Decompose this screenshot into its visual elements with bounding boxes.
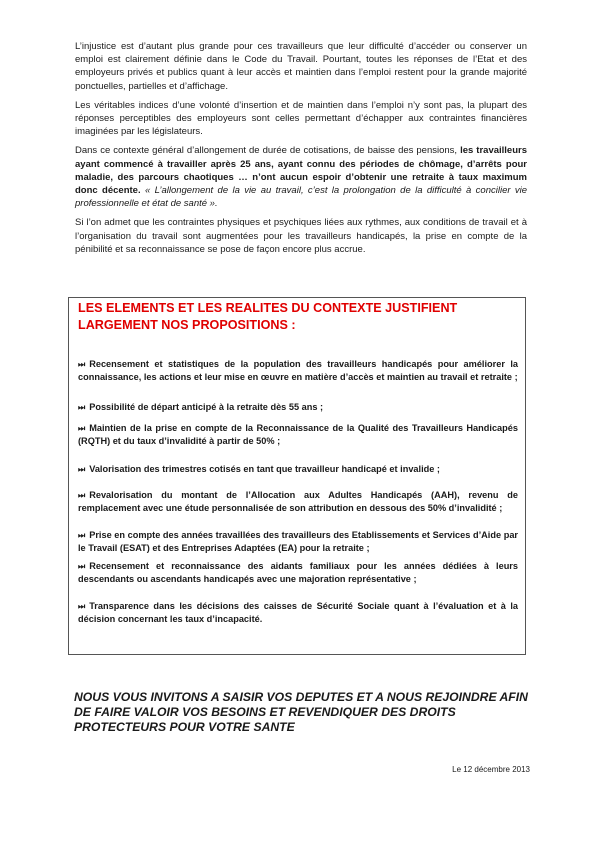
intro-paragraph-1: L’injustice est d’autant plus grande pour ces travailleurs que leur difficulté d’accéder ou conserver un emploi est clairement définie dans le Code du Travail. Pourtant, toutes les réponses de l’Etat et des employeurs privés et publics quant à leur accès et maintien dans l’emploi restent pour la grande majorité ponctuelles, partielles et d’affichage. bbox=[75, 41, 527, 92]
intro-paragraph-2: Les véritables indices d’une volonté d’insertion et de maintien dans l’emploi n’y sont pas, la plupart des réponses perceptibles des employeurs sont celles permettant d’échapper aux contraintes financières imaginées par les législateurs. bbox=[75, 99, 527, 138]
intro-paragraph-4: Si l’on admet que les contraintes physiques et psychiques liées aux rythmes, aux conditions de travail et à l’organisation du travail sont augmentées pour les travailleurs handicapés, la prise en compte de la pénibilité et sa reconnaissance se pose de façon encore plus accrue. bbox=[75, 217, 527, 255]
intro-paragraph-3-start: Dans ce contexte général d’allongement de durée de cotisations, de baisse des pensions, bbox=[75, 145, 461, 157]
proposal-text: Valorisation des trimestres cotisés en tant que travailleur handicapé et invalide ; bbox=[89, 464, 440, 474]
fast-forward-icon: ⏭ bbox=[78, 424, 85, 433]
proposal-text: Revalorisation du montant de l’Allocation aux Adultes Handicapés (AAH), revenu de remplacement avec une étude personnalisée de son attribution en dessous des 50% d’invalidité ; bbox=[78, 490, 518, 513]
proposal-item bbox=[78, 422, 518, 448]
intro-text bbox=[75, 40, 527, 262]
proposal-item bbox=[78, 560, 518, 586]
fast-forward-icon: ⏭ bbox=[78, 562, 85, 571]
proposal-item bbox=[78, 529, 518, 555]
intro-paragraph-3 bbox=[75, 144, 527, 210]
fast-forward-icon: ⏭ bbox=[78, 403, 85, 412]
proposal-text: Maintien de la prise en compte de la Reconnaissance de la Qualité des Travailleurs Handicapés (RQTH) et du taux d’invalidité à partir de 50% ; bbox=[78, 423, 518, 446]
proposal-item bbox=[78, 463, 518, 476]
fast-forward-icon: ⏭ bbox=[78, 491, 85, 500]
closing-call-to-action: NOUS VOUS INVITONS A SAISIR VOS DEPUTES ET A NOUS REJOINDRE AFIN DE FAIRE VALOIR VOS BESOINS ET REVENDIQUER DES DROITS PROTECTEURS POUR VOTRE SANTE bbox=[74, 690, 528, 734]
intro-paragraph-3-quote: « L’allongement de la vie au travail, c’est la prolongation de la difficulté à concilier vie professionnelle et état de santé ». bbox=[75, 185, 528, 210]
proposal-text: Prise en compte des années travaillées des travailleurs des Etablissements et Services d’Aide par le Travail (ESAT) et des Entreprises Adaptées (EA) pour la retraite ; bbox=[78, 530, 518, 553]
proposal-text: Transparence dans les décisions des caisses de Sécurité Sociale quant à l’évaluation et à la décision concernant les taux d’incapacité. bbox=[78, 601, 518, 624]
proposal-text: Recensement et reconnaissance des aidants familiaux pour les années dédiées à leurs descendants ou ascendants handicapés avec une majoration représentative ; bbox=[78, 561, 518, 584]
fast-forward-icon: ⏭ bbox=[78, 465, 85, 474]
proposal-item bbox=[78, 489, 518, 515]
proposal-item bbox=[78, 358, 518, 384]
proposal-text: Recensement et statistiques de la population des travailleurs handicapés pour améliorer la connaissance, les actions et leur mise en œuvre en matière d’accès et maintien au travail et retraite ; bbox=[78, 359, 518, 382]
proposal-text: Possibilité de départ anticipé à la retraite dès 55 ans ; bbox=[89, 402, 324, 412]
proposals-box bbox=[68, 297, 526, 655]
fast-forward-icon: ⏭ bbox=[78, 531, 85, 540]
fast-forward-icon: ⏭ bbox=[78, 360, 85, 369]
document-date: Le 12 décembre 2013 bbox=[452, 765, 530, 774]
fast-forward-icon: ⏭ bbox=[78, 602, 85, 611]
intro-paragraph-3-bold: les travailleurs ayant commencé à travailler après 25 ans, ayant connu des périodes de chômage, d’arrêts pour maladie, des parcours chaotiques … n’ont aucun espoir d’obtenir une retraite à taux maximum donc décente. bbox=[75, 145, 527, 197]
proposal-item bbox=[78, 401, 518, 414]
proposals-title: LES ELEMENTS ET LES REALITES DU CONTEXTE JUSTIFIENT LARGEMENT NOS PROPOSITIONS : bbox=[78, 301, 458, 332]
proposal-item bbox=[78, 600, 518, 626]
